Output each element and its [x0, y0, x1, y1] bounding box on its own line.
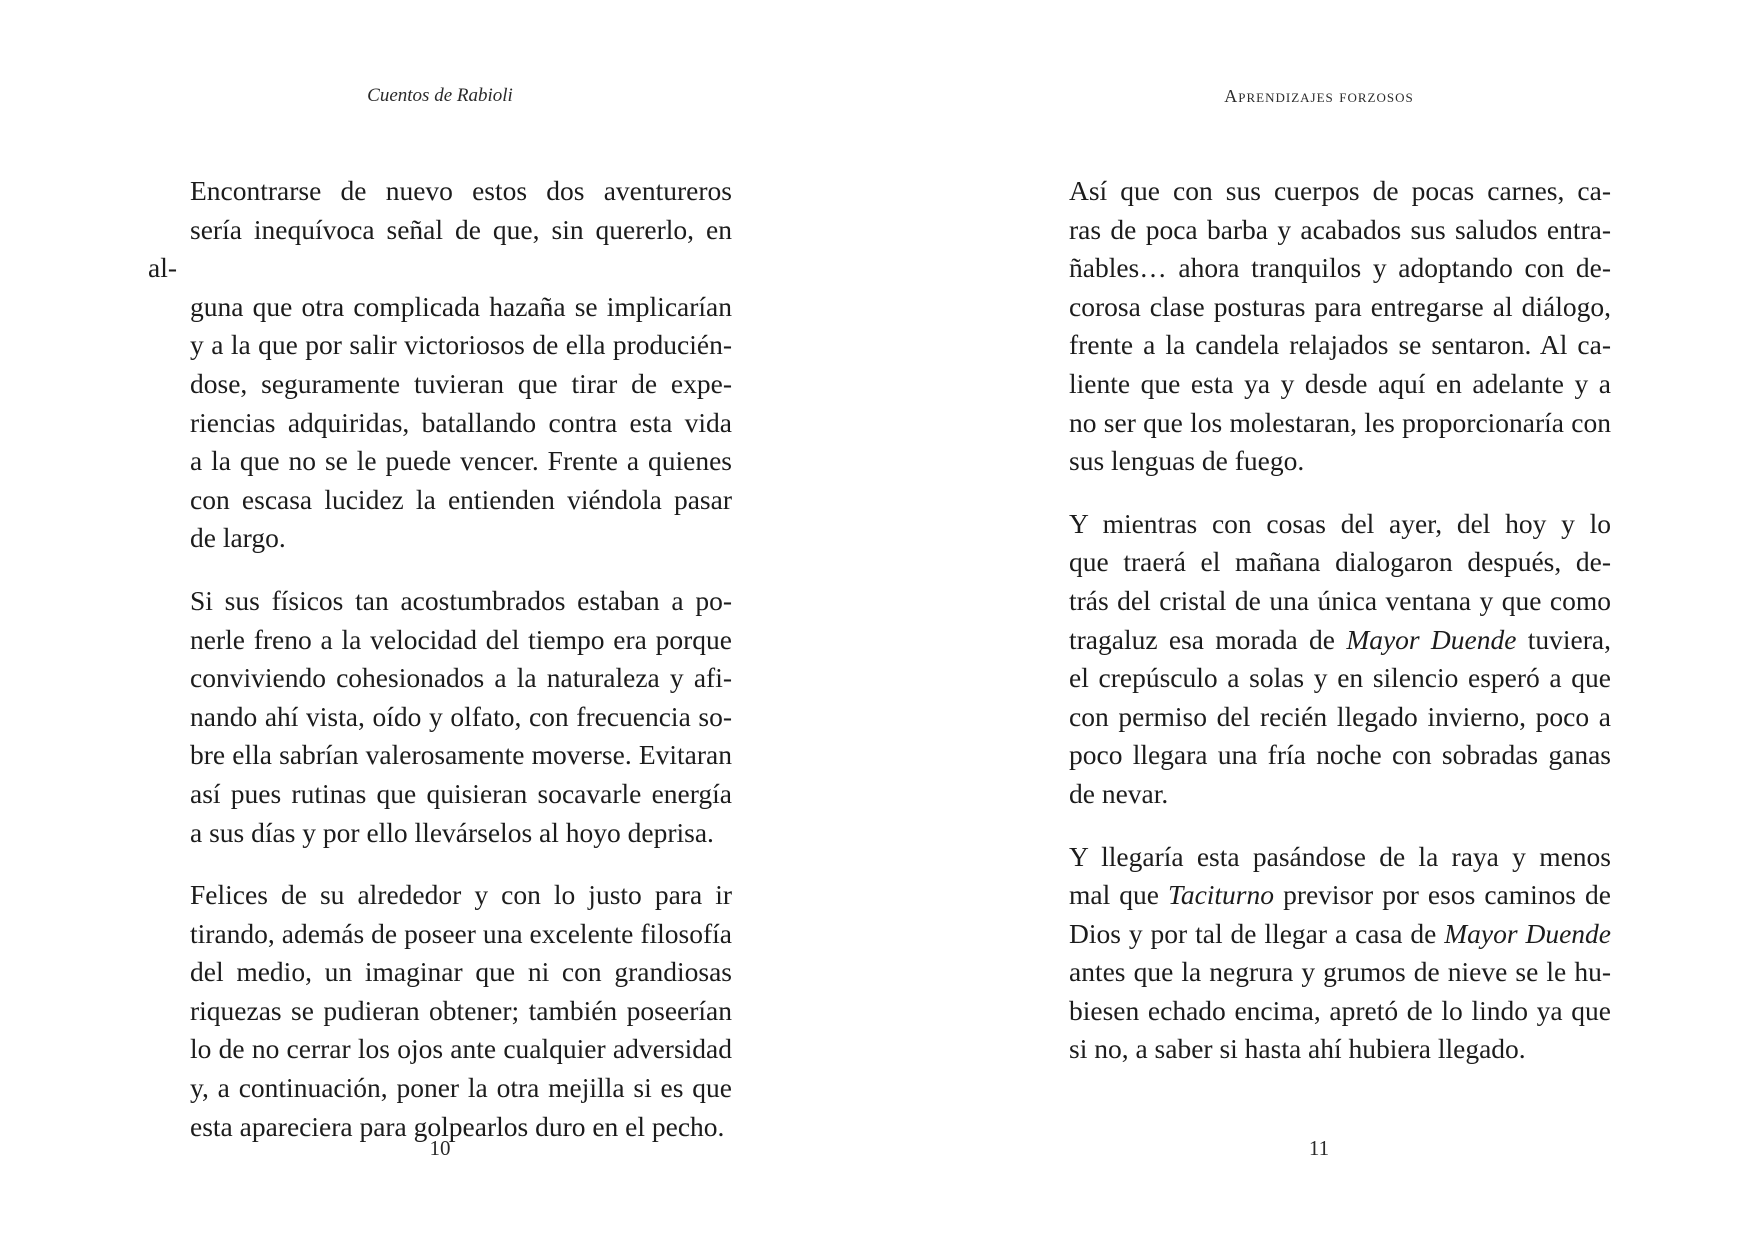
text-line: riencias adquiridas, batallando contra esta vida: [190, 406, 732, 438]
text-line: frente a la candela relajados se sentaron. Al ca-: [1069, 329, 1611, 361]
text-line: de largo.: [190, 522, 286, 554]
text-run: tragaluz esa morada de: [1069, 623, 1347, 655]
text-line: lo de no cerrar los ojos ante cualquier adversidad: [190, 1033, 732, 1065]
text-line: así pues rutinas que quisieran socavarle energía: [190, 777, 732, 809]
text-line: con escasa lucidez la entienden viéndola pasar: [190, 483, 732, 515]
text-line: riquezas se pudieran obtener; también poseerían: [190, 994, 732, 1026]
left-paragraph-3: [148, 876, 732, 1146]
text-line: liente que esta ya y desde aquí en adelante y a: [1069, 367, 1611, 399]
text-line: ñables… ahora tranquilos y adoptando con de-: [1069, 252, 1611, 284]
text-run: tuviera,: [1516, 623, 1611, 655]
text-line-mixed: [1027, 621, 1611, 660]
text-line: sería inequívoca señal de que, sin quererlo, en al-: [148, 213, 732, 284]
text-line: guna que otra complicada hazaña se implicarían: [190, 290, 732, 322]
italic-name: Mayor Duende: [1346, 623, 1517, 655]
right-paragraph-1: [1027, 172, 1611, 481]
text-line: no ser que los molestaran, les proporcionaría con: [1069, 406, 1611, 438]
text-line: a sus días y por ello llevárselos al hoyo deprisa.: [190, 816, 714, 848]
text-line: sus lenguas de fuego.: [1069, 445, 1305, 477]
text-line: nerle freno a la velocidad del tiempo era porque: [190, 623, 732, 655]
text-line: del medio, un imaginar que ni con grandiosas: [190, 956, 732, 988]
right-page: [874, 0, 1748, 1240]
text-line: trás del cristal de una única ventana y que como: [1069, 584, 1611, 616]
left-paragraph-1: [148, 172, 732, 558]
text-line: y, a continuación, poner la otra mejilla si es que: [190, 1072, 732, 1104]
right-paragraph-3: [1027, 838, 1611, 1070]
text-line: Encontrarse de nuevo estos dos aventureros: [190, 175, 732, 206]
text-line: corosa clase posturas para entregarse al diálogo,: [1069, 290, 1611, 322]
left-body-text: [148, 172, 732, 1170]
text-line: de nevar.: [1069, 777, 1169, 809]
text-line: Si sus físicos tan acostumbrados estaban a po-: [190, 584, 732, 616]
text-line: Y mientras con cosas del ayer, del hoy y lo: [1069, 507, 1611, 539]
italic-name: Taciturno: [1168, 879, 1275, 911]
text-run: Dios y por tal de llegar a casa de: [1069, 917, 1445, 949]
text-line-mixed: [1027, 876, 1611, 915]
text-line: dose, seguramente tuvieran que tirar de expe-: [190, 367, 732, 399]
text-run: previsor por esos caminos de: [1274, 879, 1611, 911]
running-head-left: Cuentos de Rabioli: [367, 85, 513, 106]
text-line: tirando, además de poseer una excelente filosofía: [190, 917, 732, 949]
text-line: antes que la negrura y grumos de nieve se le hu-: [1069, 956, 1611, 988]
text-line: bre ella sabrían valerosamente moverse. Evitaran: [190, 739, 732, 771]
page-number-left: 10: [429, 1136, 451, 1160]
text-line: Así que con sus cuerpos de pocas carnes, ca-: [1069, 175, 1611, 206]
left-paragraph-2: [148, 582, 732, 852]
text-line: poco llegara una fría noche con sobradas ganas: [1069, 739, 1611, 771]
text-line: con permiso del recién llegado invierno, poco a: [1069, 700, 1611, 732]
right-paragraph-2: [1027, 505, 1611, 814]
text-line: esta apareciera para golpearlos duro en el pecho.: [190, 1110, 725, 1142]
text-line: Y llegaría esta pasándose de la raya y menos: [1069, 840, 1611, 872]
text-line: Felices de su alrededor y con lo justo para ir: [190, 879, 732, 911]
text-line: biesen echado encima, apretó de lo lindo ya que: [1069, 994, 1611, 1026]
text-line: y a la que por salir victoriosos de ella producién-: [190, 329, 732, 361]
text-line: si no, a saber si hasta ahí hubiera llegado.: [1069, 1033, 1526, 1065]
italic-name: Mayor Duende: [1444, 917, 1611, 949]
text-line: que traerá el mañana dialogaron después, de-: [1069, 546, 1611, 578]
text-line: el crepúsculo a solas y en silencio esperó a que: [1069, 662, 1611, 694]
text-line: a la que no se le puede vencer. Frente a quienes: [190, 445, 732, 477]
page-number-right: 11: [1308, 1136, 1330, 1160]
text-line: nando ahí vista, oído y olfato, con frecuencia so-: [190, 700, 732, 732]
text-line: conviviendo cohesionados a la naturaleza y afi-: [190, 662, 732, 694]
text-line-mixed: [1027, 915, 1611, 954]
text-run: mal que: [1069, 879, 1169, 911]
running-head-right: Aprendizajes forzosos: [1224, 86, 1414, 106]
right-body-text: [1027, 172, 1611, 1093]
text-line: ras de poca barba y acabados sus saludos entra-: [1069, 213, 1611, 245]
